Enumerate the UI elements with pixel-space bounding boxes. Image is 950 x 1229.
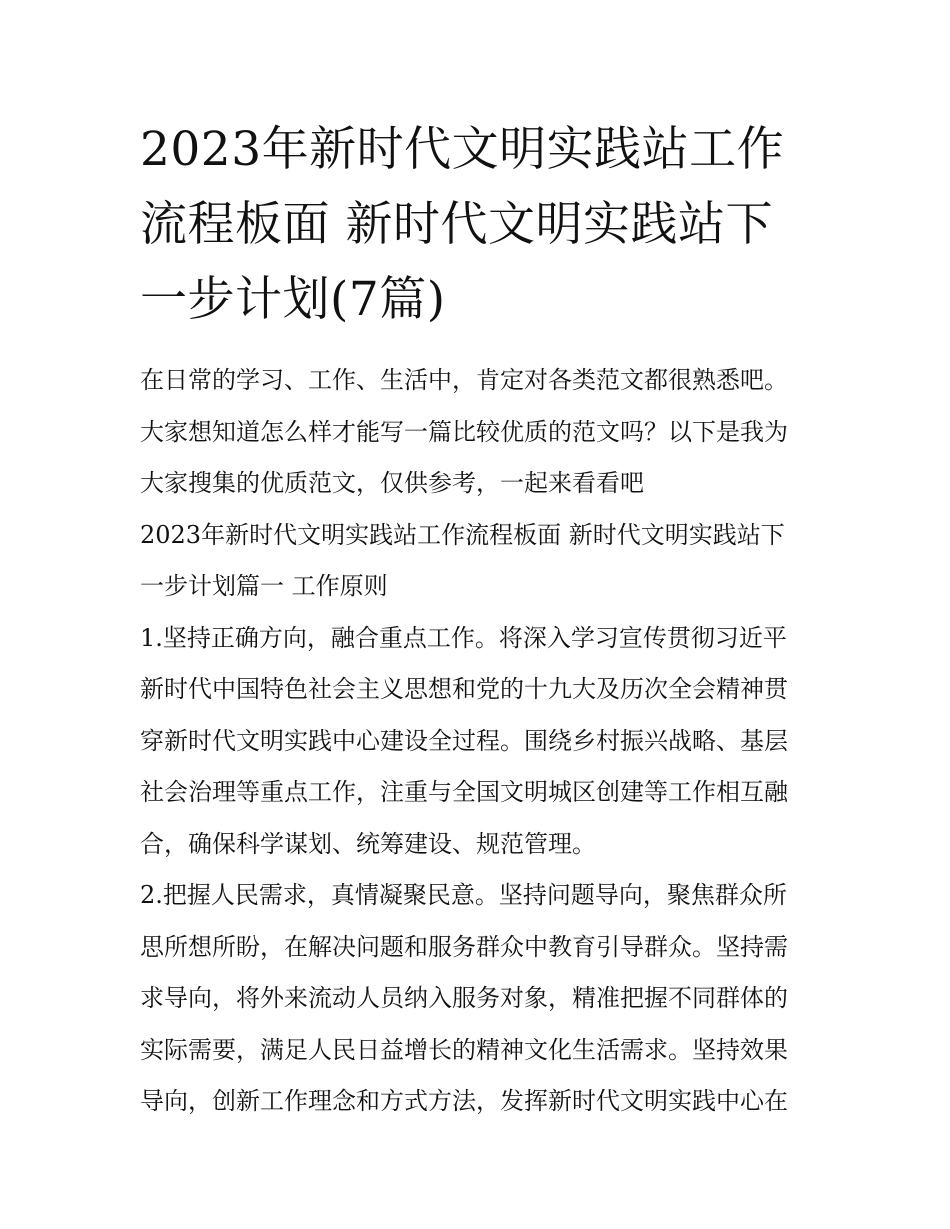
title-line-1: 2023年新时代文明实践站工作	[140, 122, 785, 177]
principle-2-line-3: 求导向，将外来流动人员纳入服务对象，精准把握不同群体的	[140, 984, 788, 1012]
intro-line-2: 大家想知道怎么样才能写一篇比较优质的范文吗？以下是我为	[140, 417, 788, 446]
document-title	[140, 112, 830, 337]
principle-1-line-2: 新时代中国特色社会主义思想和党的十九大及历次全会精神贯	[140, 675, 788, 703]
principle-2-line-5: 导向，创新工作理念和方式方法，发挥新时代文明实践中心在	[140, 1087, 788, 1115]
document-body	[140, 355, 830, 1128]
principle-1-line-3: 穿新时代文明实践中心建设全过程。围绕乡村振兴战略、基层	[140, 726, 788, 755]
section-heading-line-1: 2023年新时代文明实践站工作流程板面 新时代文明实践站下	[140, 520, 785, 549]
principle-2-line-2: 思所想所盼，在解决问题和服务群众中教育引导群众。坚持需	[140, 932, 788, 961]
principle-2-line-4: 实际需要，满足人民日益增长的精神文化生活需求。坚持效果	[140, 1035, 788, 1064]
section-heading-line-2: 一步计划篇一 工作原则	[140, 572, 388, 600]
intro-line-3: 大家搜集的优质范文，仅供参考，一起来看看吧	[140, 469, 644, 497]
title-line-2: 流程板面 新时代文明实践站下	[140, 197, 773, 252]
principle-1-line-5: 合，确保科学谋划、统筹建设、规范管理。	[140, 829, 596, 858]
principle-1-line-1: 1.坚持正确方向，融合重点工作。将深入学习宣传贯彻习近平	[140, 623, 787, 652]
title-line-3: 一步计划(7篇)	[140, 272, 446, 327]
intro-line-1: 在日常的学习、工作、生活中，肯定对各类范文都很熟悉吧。	[140, 366, 788, 394]
principle-2-line-1: 2.把握人民需求，真情凝聚民意。坚持问题导向，聚焦群众所	[140, 881, 787, 909]
principle-1-line-4: 社会治理等重点工作，注重与全国文明城区创建等工作相互融	[140, 778, 788, 806]
